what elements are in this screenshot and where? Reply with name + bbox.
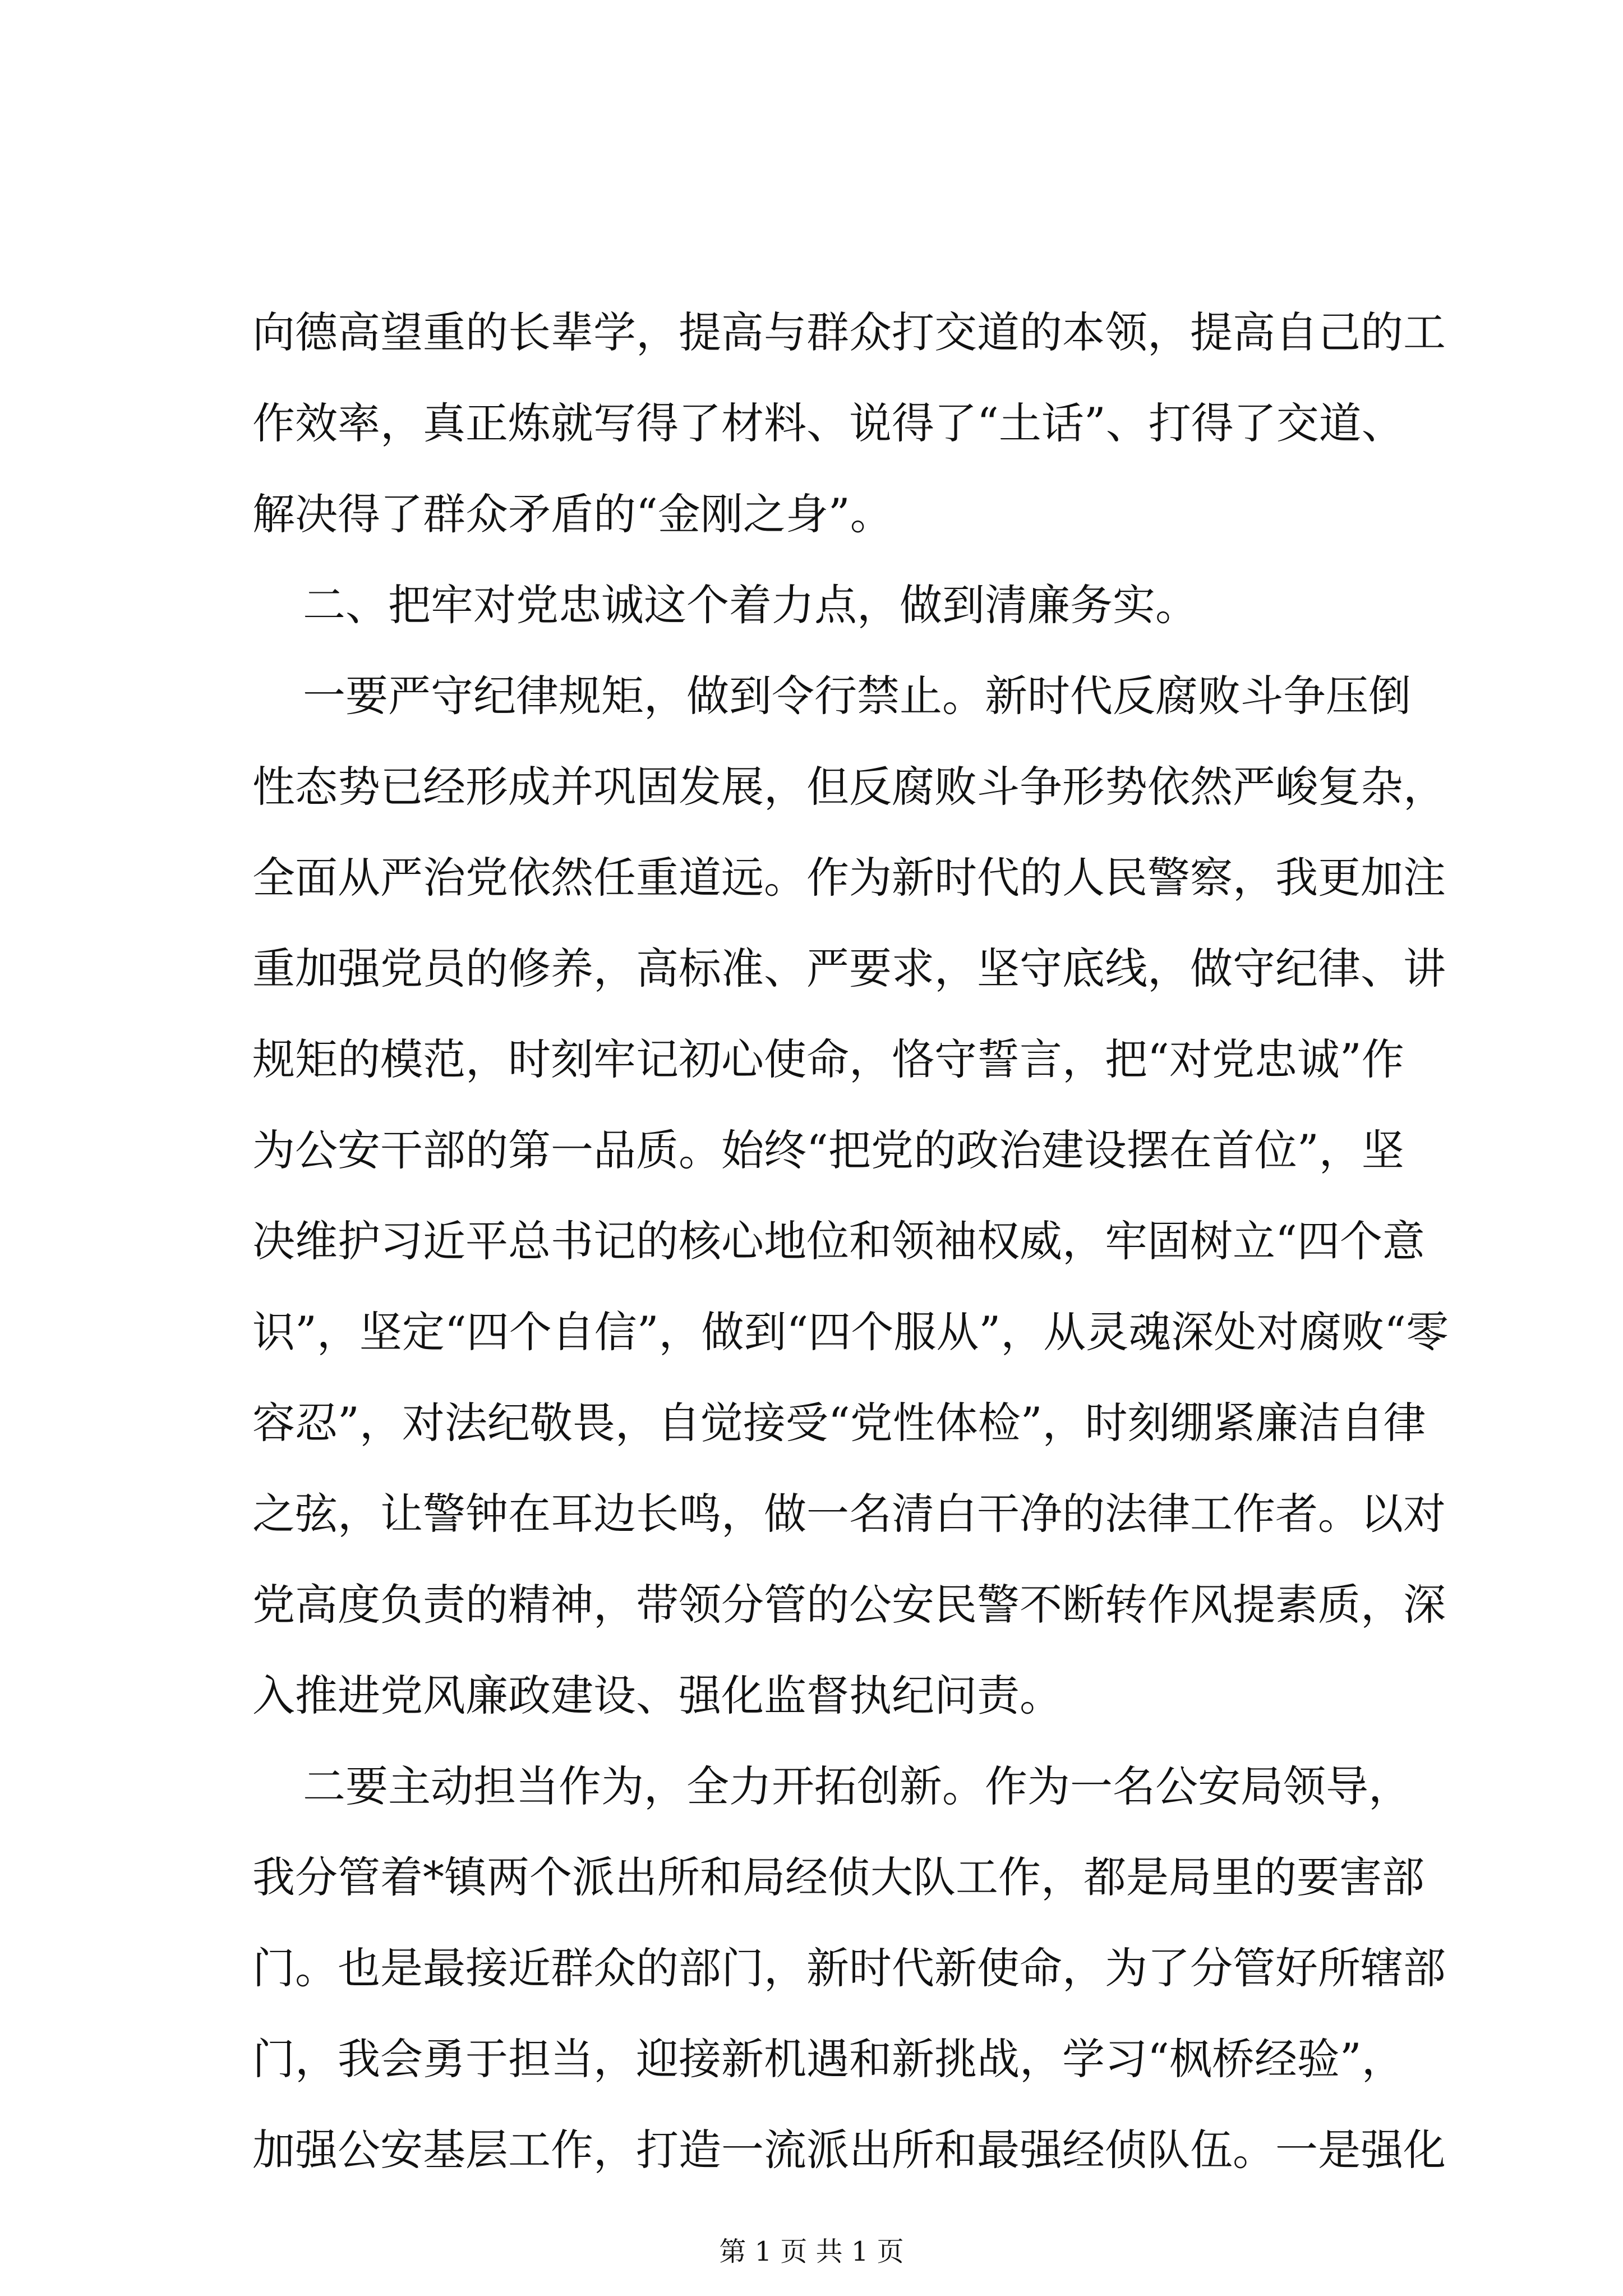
text-line: 识”，坚定“四个自信”，做到“四个服从”，从灵魂深处对腐败“零 (252, 1307, 1449, 1357)
text-line: 我分管着*镇两个派出所和局经侦大队工作，都是局里的要害部 (252, 1852, 1424, 1902)
text-line: 解决得了群众矛盾的“金刚之身”。 (252, 489, 893, 539)
text-line: 容忍”，对法纪敬畏，自觉接受“党性体检”，时刻绷紧廉洁自律 (252, 1398, 1426, 1448)
text-line: 向德高望重的长辈学，提高与群众打交道的本领，提高自己的工 (252, 307, 1446, 357)
text-line: 决维护习近平总书记的核心地位和领袖权威，牢固树立“四个意 (252, 1216, 1425, 1266)
text-line: 规矩的模范，时刻牢记初心使命，恪守誓言，把“对党忠诚”作 (252, 1034, 1404, 1084)
text-line: 门。也是最接近群众的部门，新时代新使命，为了分管好所辖部 (252, 1943, 1446, 1993)
text-line: 门，我会勇于担当，迎接新机遇和新挑战，学习“枫桥经验”， (252, 2034, 1404, 2084)
text-line: 二要主动担当作为，全力开拓创新。作为一名公安局领导， (303, 1761, 1411, 1811)
text-line: 作效率，真正炼就写得了材料、说得了“土话”、打得了交道、 (252, 398, 1404, 448)
page-footer: 第 1 页 共 1 页 (719, 2236, 904, 2267)
text-line: 入推进党风廉政建设、强化监督执纪问责。 (252, 1671, 1062, 1720)
section-heading: 二、把牢对党忠诚这个着力点，做到清廉务实。 (303, 580, 1198, 630)
text-line: 一要严守纪律规矩，做到令行禁止。新时代反腐败斗争压倒 (303, 671, 1411, 721)
text-line: 加强公安基层工作，打造一流派出所和最强经侦队伍。一是强化 (252, 2125, 1446, 2175)
text-line: 性态势已经形成并巩固发展，但反腐败斗争形势依然严峻复杂， (252, 762, 1446, 812)
text-line: 之弦，让警钟在耳边长鸣，做一名清白干净的法律工作者。以对 (252, 1489, 1446, 1539)
text-line: 重加强党员的修养，高标准、严要求，坚守底线，做守纪律、讲 (252, 944, 1446, 993)
text-line: 全面从严治党依然任重道远。作为新时代的人民警察，我更加注 (252, 853, 1446, 903)
text-line: 为公安干部的第一品质。始终“把党的政治建设摆在首位”，坚 (252, 1125, 1404, 1175)
text-line: 党高度负责的精神，带领分管的公安民警不断转作风提素质，深 (252, 1580, 1446, 1630)
